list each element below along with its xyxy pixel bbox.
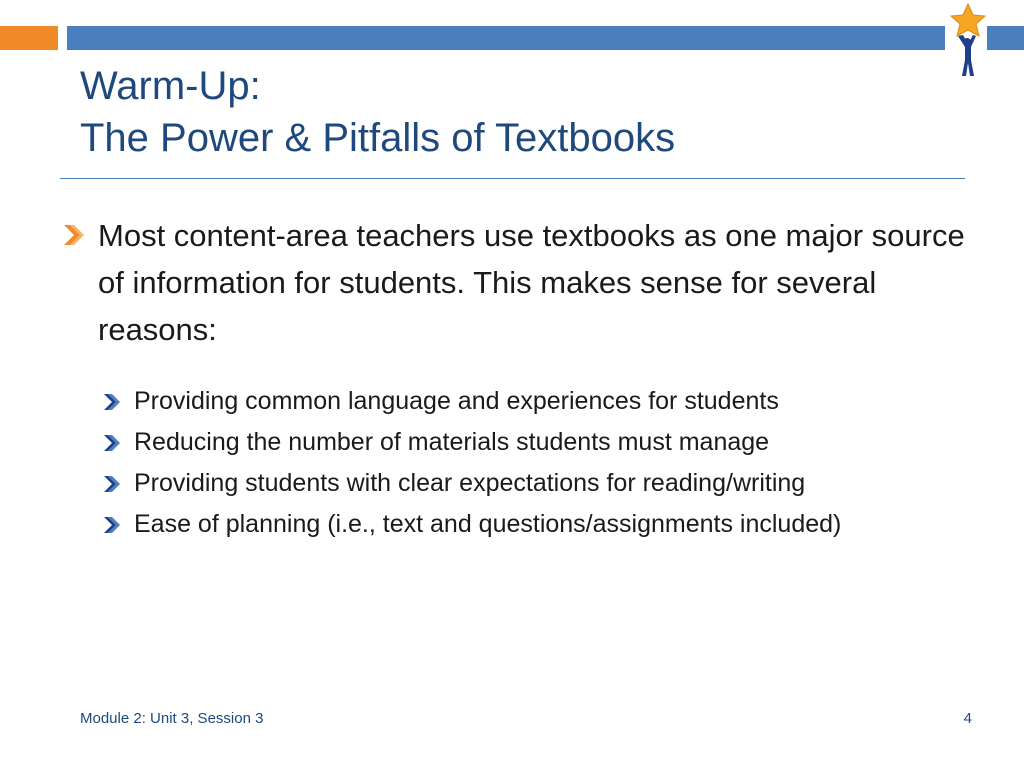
star-person-logo-icon bbox=[944, 2, 990, 78]
sub-bullet-text: Providing common language and experiences for students bbox=[134, 387, 779, 415]
main-bullet bbox=[62, 212, 982, 353]
sub-bullet-item bbox=[102, 504, 982, 545]
header-accent-bar-orange bbox=[0, 26, 58, 50]
bullet-list bbox=[62, 212, 982, 545]
page-number: 4 bbox=[963, 710, 972, 727]
footer-module-label: Module 2: Unit 3, Session 3 bbox=[80, 710, 264, 727]
orange-arrow-bullet-icon bbox=[62, 224, 88, 246]
title-divider bbox=[60, 178, 965, 179]
slide-title-line-2: The Power & Pitfalls of Textbooks bbox=[80, 116, 676, 160]
slide-title bbox=[80, 60, 940, 164]
sub-bullet-item bbox=[102, 381, 982, 422]
sub-bullet-text: Ease of planning (i.e., text and questions/assignments included) bbox=[134, 510, 842, 538]
sub-bullet-text: Providing students with clear expectations for reading/writing bbox=[134, 469, 806, 497]
sub-bullet-item bbox=[102, 463, 982, 504]
blue-arrow-bullet-icon bbox=[102, 393, 124, 411]
sub-bullet-list bbox=[62, 381, 982, 545]
blue-arrow-bullet-icon bbox=[102, 516, 124, 534]
blue-arrow-bullet-icon bbox=[102, 434, 124, 452]
main-bullet-text: Most content-area teachers use textbooks as one major source of information for students. This makes sense for several reasons: bbox=[98, 218, 965, 347]
slide-title-line-1: Warm-Up: bbox=[80, 64, 261, 108]
sub-bullet-text: Reducing the number of materials students must manage bbox=[134, 428, 770, 456]
blue-arrow-bullet-icon bbox=[102, 475, 124, 493]
header-accent-bar-blue-right bbox=[987, 26, 1024, 50]
sub-bullet-item bbox=[102, 422, 982, 463]
header-accent-bar-blue bbox=[67, 26, 945, 50]
